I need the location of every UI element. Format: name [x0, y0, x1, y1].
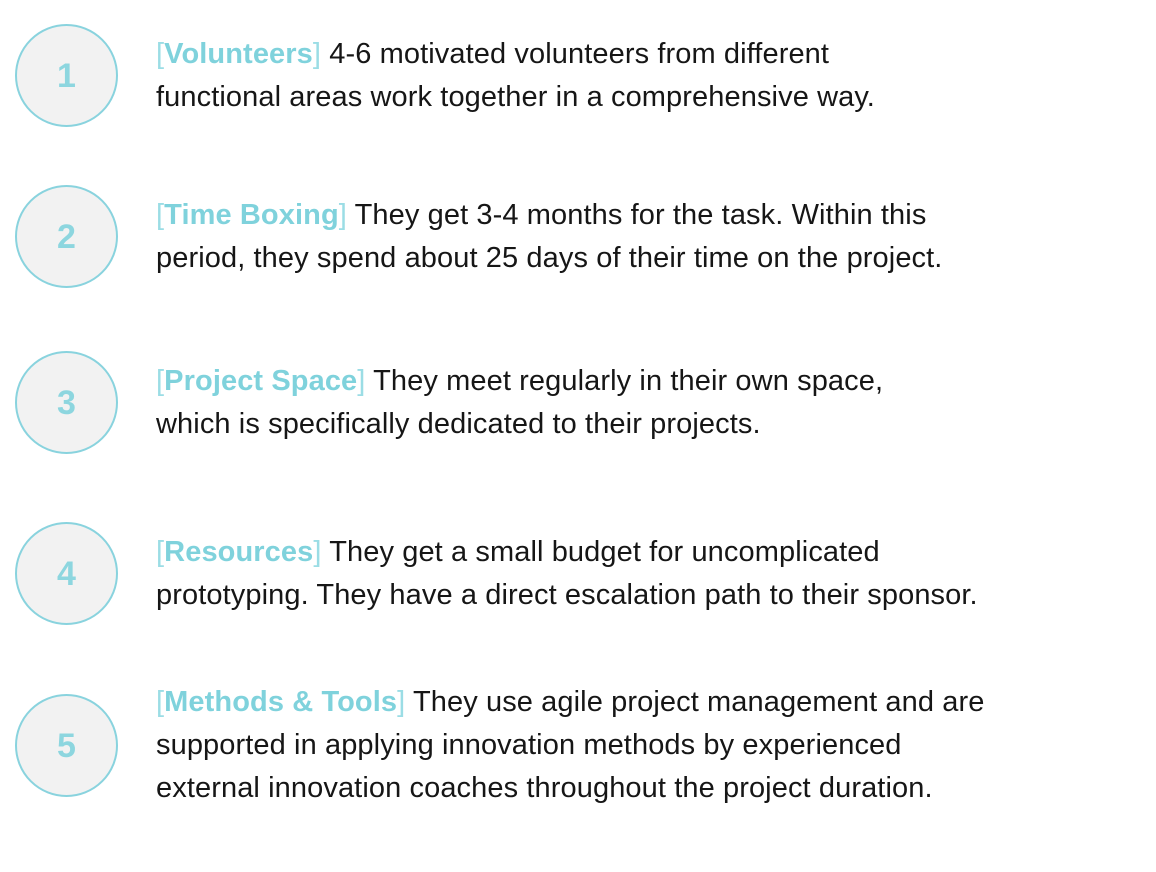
bracket-open: [ [156, 686, 165, 718]
step-number: 2 [57, 217, 76, 256]
text-line: which is specifically dedicated to their projects. [156, 407, 761, 440]
step-number-badge [15, 351, 118, 454]
step-number-badge [15, 522, 118, 625]
bracket-close: ] [313, 535, 322, 568]
infographic-steps-list [0, 24, 1156, 872]
text-line: They get a small budget for uncomplicated [329, 535, 880, 568]
bracket-close: ] [357, 364, 366, 397]
bracket-close: ] [338, 198, 347, 231]
step-label: Methods & Tools [164, 686, 398, 718]
text-line: period, they spend about 25 days of their time on the project. [156, 241, 943, 274]
text-line: functional areas work together in a comprehensive way. [156, 80, 875, 113]
bracket-close: ] [312, 37, 322, 70]
step-text [156, 33, 875, 119]
step-label: Time Boxing [164, 198, 339, 231]
step-number-badge [15, 694, 118, 797]
step-number: 3 [57, 383, 76, 422]
step-text [156, 360, 883, 446]
step-label: Resources [164, 535, 314, 568]
step-text [156, 531, 978, 617]
text-line: prototyping. They have a direct escalation path to their sponsor. [156, 578, 978, 611]
text-line: They use agile project management and are [412, 686, 985, 718]
step-number: 4 [57, 554, 76, 593]
step-text [156, 681, 985, 810]
text-line: supported in applying innovation methods by experienced [156, 729, 902, 761]
step-text [156, 194, 942, 280]
list-item [0, 185, 1156, 288]
bracket-open: [ [156, 364, 165, 397]
text-line: 4-6 motivated volunteers from different [329, 37, 830, 70]
step-number: 5 [57, 726, 76, 765]
bracket-open: [ [156, 37, 165, 70]
step-number: 1 [57, 56, 76, 95]
step-number-badge [15, 185, 118, 288]
text-line: external innovation coaches throughout the project duration. [156, 772, 933, 804]
list-item [0, 522, 1156, 625]
text-line: They meet regularly in their own space, [373, 364, 884, 397]
step-label: Volunteers [164, 37, 313, 70]
list-item [0, 681, 1156, 810]
bracket-open: [ [156, 198, 165, 231]
bracket-close: ] [397, 686, 406, 718]
step-number-badge [15, 24, 118, 127]
list-item [0, 24, 1156, 127]
list-item [0, 351, 1156, 454]
text-line: They get 3-4 months for the task. Within this [354, 198, 927, 231]
step-label: Project Space [164, 364, 358, 397]
bracket-open: [ [156, 535, 165, 568]
